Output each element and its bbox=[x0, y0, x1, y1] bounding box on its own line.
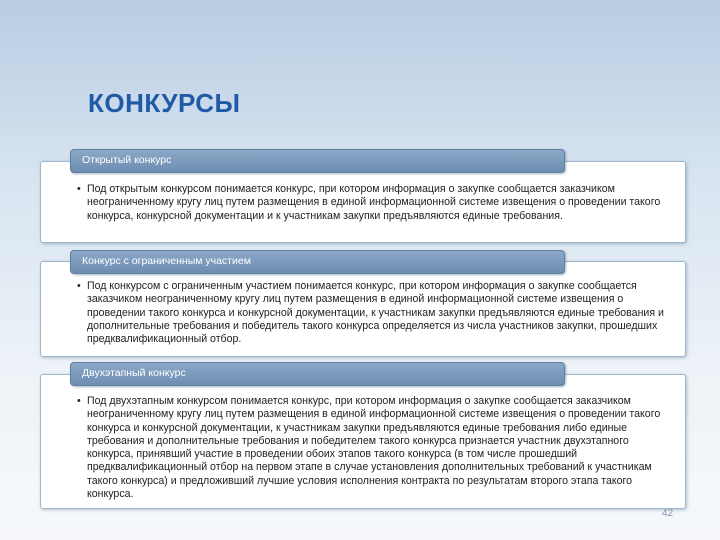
slide-title: КОНКУРСЫ bbox=[88, 88, 241, 118]
block-two-stage-tender-header bbox=[70, 362, 565, 386]
block-open-tender-heading: Открытый конкурс bbox=[82, 154, 172, 166]
block-open-tender-text: • Под открытым конкурсом понимается конкурс, при котором информация о закупке сообщается заказчиком неограниченному кругу лиц путем размещения в единой информационной системе извещения о проведении такого конкурса, конкурсной документации и к участникам закупки предъявляются единые требования. bbox=[87, 183, 685, 223]
block-limited-tender-body bbox=[40, 261, 686, 357]
block-open-tender-header bbox=[70, 149, 565, 173]
block-limited-tender-header bbox=[70, 250, 565, 274]
block-two-stage-tender-text: • Под двухэтапным конкурсом понимается конкурс, при котором информация о закупке сообщается заказчиком неограниченному кругу лиц путем размещения в единой информационной системе извещения о проведении такого конкурса и конкурсной документации, к участникам закупки предъявляются единые требования либо единые требования и дополнительные требования и победителем такого конкурса признается участник двухэтапного конкурса, принявший участие в проведении обоих этапов такого конкурса (в том числе прошедший предквалификационный отбор на первом этапе в случае установления дополнительных требований к участникам такого конкурса) и предложивший лучшие условия исполнения контракта по результатам второго этапа такого конкурса. bbox=[87, 395, 685, 501]
block-open-tender-body bbox=[40, 161, 686, 243]
block-limited-tender-heading: Конкурс с ограниченным участием bbox=[82, 255, 251, 267]
page-number: 42 bbox=[662, 508, 674, 519]
block-limited-tender-text: • Под конкурсом с ограниченным участием понимается конкурс, при котором информация о закупке сообщается заказчиком неограниченному кругу лиц путем размещения в единой информационной системе извещения о проведении такого конкурса и конкурсной документации, к участникам закупки предъявляются единые требования и дополнительные требования и победитель такого конкурса определяется из числа участников закупки, прошедших предквалификационный отбор. bbox=[87, 280, 685, 346]
block-two-stage-tender-body bbox=[40, 374, 686, 509]
block-two-stage-tender-heading: Двухэтапный конкурс bbox=[82, 367, 186, 379]
